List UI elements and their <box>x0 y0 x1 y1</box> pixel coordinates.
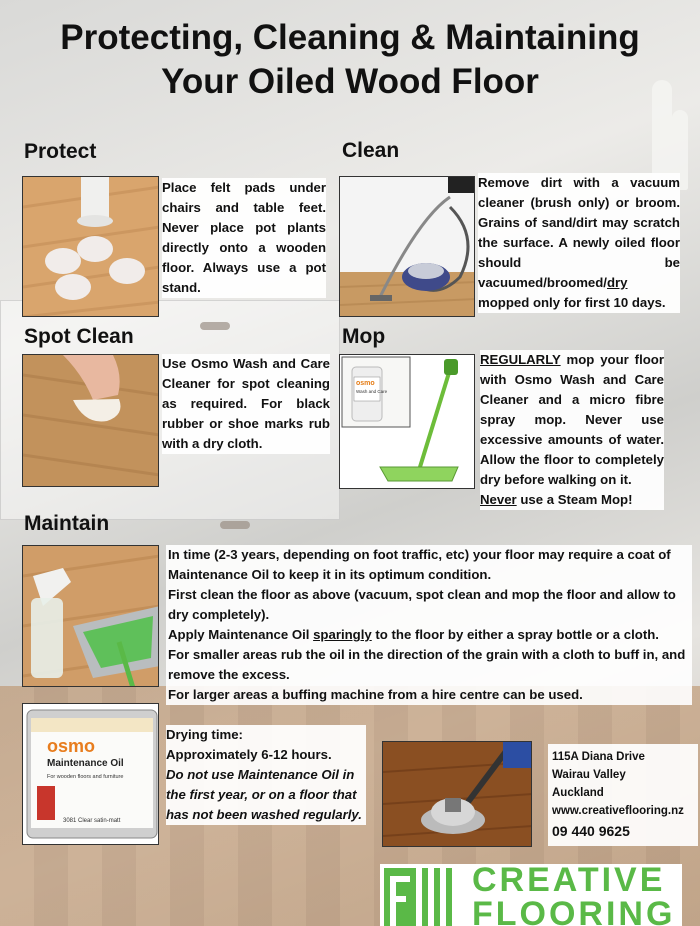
maintain-p3 <box>168 625 690 645</box>
drying-label: Drying time: <box>166 727 243 742</box>
background-handle <box>200 322 230 330</box>
spot-clean-heading: Spot Clean <box>24 325 134 348</box>
clean-text-part: mopped only for first 10 days. <box>478 295 666 310</box>
buffing-machine-image <box>383 742 532 847</box>
tin-code: 3081 Clear satin-matt <box>63 818 121 824</box>
logo-line-2: FLOORING <box>472 895 676 926</box>
clean-text-part: Remove dirt with a vacuum cleaner (brush only) or broom. Grains of sand/dirt may scratch the surface. A newly oiled floor should be vacuumed/broomed/ <box>478 175 680 290</box>
contact-web[interactable]: www.creativeflooring.nz <box>552 805 684 817</box>
spray-mop-image <box>340 355 475 489</box>
maintain-warning: Do not use Maintenance Oil in the first year, or on a floor that has not been washed regularly. <box>166 767 362 822</box>
mop-steam-warning <box>480 490 664 510</box>
mop-text-regularly: REGULARLY <box>480 352 561 367</box>
cf-logo-mark <box>384 868 460 926</box>
maintain-p3-sparingly: sparingly <box>313 627 372 642</box>
buffing-machine-photo <box>382 741 532 847</box>
clean-text <box>478 173 680 313</box>
mop-text <box>480 350 664 490</box>
logo-line-1: CREATIVE <box>472 864 666 899</box>
contact-city: Auckland <box>552 787 604 799</box>
contact-block <box>548 744 698 846</box>
maintenance-oil-tin-image <box>23 704 159 845</box>
mop-bottle-brand: osmo <box>356 380 375 387</box>
protect-heading: Protect <box>24 140 97 163</box>
felt-pads-image <box>23 177 159 317</box>
clean-heading: Clean <box>342 139 400 162</box>
maintain-text-panel <box>166 545 692 705</box>
vacuum-image <box>340 177 475 317</box>
page-title <box>0 16 700 104</box>
tin-sub: For wooden floors and furniture <box>47 774 124 780</box>
background-handle <box>220 521 250 529</box>
mop-text-part: mop your floor with Osmo Wash and Care Cleaner and a micro fibre spray mop. Never use excessive amounts of water. Allow the floor to completely dry before walking on it. <box>480 352 664 487</box>
protect-text-panel <box>162 178 326 298</box>
title-line-2: Your Oiled Wood Floor <box>161 62 539 101</box>
mop-bottle-label: Wash and Care <box>356 389 388 394</box>
maintain-p1: In time (2-3 years, depending on foot traffic, etc) your floor may require a coat of Maintenance Oil to keep it in its optimum condition. <box>168 547 671 582</box>
maintain-heading: Maintain <box>24 512 110 535</box>
cloth-wiping-image <box>23 355 159 487</box>
spot-clean-text-panel <box>162 354 330 454</box>
mop-heading: Mop <box>342 325 386 348</box>
tin-name: Maintenance Oil <box>47 758 124 769</box>
maintain-p3-part: Apply Maintenance Oil <box>168 627 314 642</box>
mop-text-steam: use a Steam Mop! <box>516 492 633 507</box>
mop-text-panel <box>480 350 664 510</box>
maintain-p2: First clean the floor as above (vacuum, spot clean and mop the floor and allow to dry completely). <box>168 587 676 622</box>
maintenance-oil-photo <box>22 703 159 845</box>
mop-text-never: Never <box>480 492 517 507</box>
maintain-p4: For smaller areas rub the oil in the direction of the grain with a cloth to buff in, and remove the excess. <box>168 647 686 682</box>
protect-text: Place felt pads under chairs and table feet. Never place pot plants directly onto a wooden floor. Always use a pot stand. <box>162 180 326 295</box>
maintain-p3-part: to the floor by either a spray bottle or a cloth. <box>371 627 659 642</box>
contact-phone: 09 440 9625 <box>552 823 630 839</box>
spot-clean-photo <box>22 354 159 487</box>
maintain-photo <box>22 545 159 687</box>
tin-brand: osmo <box>47 736 96 756</box>
mop-photo <box>339 354 475 489</box>
drying-value: Approximately 6-12 hours. <box>166 747 332 762</box>
spot-clean-text: Use Osmo Wash and Care Cleaner for spot cleaning as required. For black rubber or shoe marks rub with a dry cloth. <box>162 356 330 451</box>
clean-text-dry: dry <box>606 275 628 290</box>
drying-panel <box>166 725 366 825</box>
clean-photo <box>339 176 475 317</box>
title-line-1: Protecting, Cleaning & Maintaining <box>60 18 640 57</box>
protect-photo <box>22 176 159 317</box>
spray-bottle-cloth-image <box>23 546 159 687</box>
creative-flooring-logo <box>380 864 682 926</box>
contact-suburb: Wairau Valley <box>552 769 626 781</box>
contact-street: 115A Diana Drive <box>552 751 645 763</box>
clean-text-panel <box>478 173 680 313</box>
maintain-p5: For larger areas a buffing machine from a hire centre can be used. <box>168 687 583 702</box>
